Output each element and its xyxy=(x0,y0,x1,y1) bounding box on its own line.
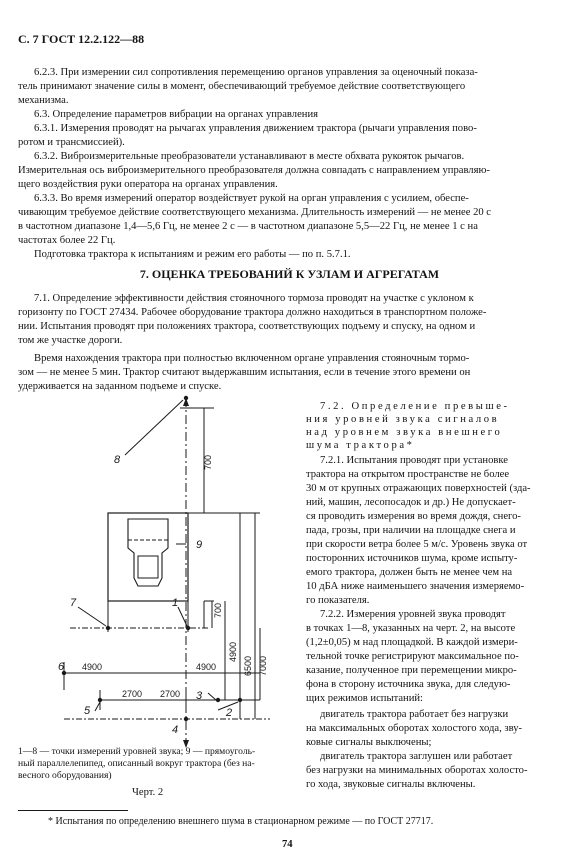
paragraph-7-2-2-line-2: в точках 1—8, указанных на черт. 2, на высоте xyxy=(306,623,516,634)
mode-1-line-1: двигатель трактора работает без нагрузки xyxy=(320,709,509,720)
paragraph-7-2-1-line-7: при скорости ветра более 5 м/с. Уровень звука от xyxy=(306,539,528,550)
footnote: * Испытания по определению внешнего шума в стационарном режиме — по ГОСТ 27717. xyxy=(48,816,434,827)
page-number: 74 xyxy=(282,839,293,850)
paragraph-7-2-1-line-9: емого трактора, должен быть не менее чем на xyxy=(306,567,513,578)
dim-700-side: 700 xyxy=(213,602,223,618)
point-8-marker xyxy=(184,396,188,400)
paragraph-7-2-1-line-2: трактора на открытом пространстве не более xyxy=(306,469,510,480)
paragraph-6-3-3-line-2: чивающим требуемое действие соответствующего механизма. Длительность измерений — не менее 20 с xyxy=(18,207,492,218)
dim-7000: 7000 xyxy=(258,655,268,676)
point-label-2: 2 xyxy=(226,707,233,719)
paragraph-7-2-1-line-4: ний, машин, лесопосадок и др.) Не допускает- xyxy=(306,497,516,508)
mode-1-line-2: на максимальных оборотах холостого хода, зву- xyxy=(306,723,523,734)
paragraph-7-2-2-line-6: фона в сторону источника звука, для следую- xyxy=(306,679,511,690)
paragraph-7-1b-line-1: Время нахождения трактора при полностью включенном органе управления стояночным тормо- xyxy=(34,353,470,364)
point-1-marker xyxy=(186,626,190,630)
paragraph-7-1b-line-3: удерживается на заданном подъеме и спуске. xyxy=(18,381,222,392)
point-7-marker xyxy=(106,626,110,630)
point-label-8: 8 xyxy=(114,454,121,466)
paragraph-6-3-2-line-3: щего воздействия руки оператора на органах управления. xyxy=(18,179,278,190)
paragraph-6-2-3-line-1: 6.2.3. При измерении сил сопротивления перемещению органов управления за оценочный показа- xyxy=(34,67,478,78)
point-5-marker xyxy=(98,698,102,702)
paragraph-6-2-3-line-3: механизма. xyxy=(18,95,69,106)
point-3-marker xyxy=(216,698,220,702)
dim-2700-left: 2700 xyxy=(122,689,143,699)
mode-2-line-3: го хода, звуковые сигналы включены. xyxy=(306,779,476,790)
figure-label: Черт. 2 xyxy=(132,787,164,798)
point-4-marker xyxy=(184,717,188,721)
point-label-6: 6 xyxy=(58,661,65,673)
paragraph-7-2-2-line-4: тельной точке регистрируют максимальное по- xyxy=(306,651,519,662)
dim-4900-left: 4900 xyxy=(82,662,103,672)
paragraph-6-3-2-line-1: 6.3.2. Виброизмерительные преобразователи устанавливают в месте обхвата рукояток рычагов. xyxy=(34,151,465,162)
paragraph-7-2-2-line-3: (1,2±0,05) м над площадкой. В каждой измери- xyxy=(306,637,518,648)
paragraph-7-1-line-4: том же участке дороги. xyxy=(18,335,123,346)
mode-1-line-3: ковые сигналы выключены; xyxy=(306,737,432,748)
paragraph-6-3-2-line-2: Измерительная ось виброизмерительного преобразователя должна совпадать с направлением управляю- xyxy=(18,165,490,176)
page-header: С. 7 ГОСТ 12.2.122—88 xyxy=(18,32,145,46)
paragraph-6-3-3-line-3: в частотном диапазоне 1,4—5,6 Гц, не менее 2 с — в частотном диапазоне 5,5—22 Гц, не менее 1 с на xyxy=(18,221,478,232)
figure-caption-line-1: 1—8 — точки измерений уровней звука; 9 — прямоуголь- xyxy=(18,746,256,757)
paragraph-7-2-1-line-11: го показателя. xyxy=(306,595,370,606)
parallelepiped xyxy=(108,513,188,601)
paragraph-7-2-2-line-7: щих режимов испытаний: xyxy=(306,693,423,704)
paragraph-7-2-2-line-1: 7.2.2. Измерения уровней звука проводят xyxy=(320,609,506,620)
paragraph-7-2-1-line-3: 30 м от крупных отражающих поверхностей (зда- xyxy=(306,483,531,494)
paragraph-6-3-1-line-1: 6.3.1. Измерения проводят на рычагах управления движением трактора (рычаги управления пово- xyxy=(34,123,477,134)
paragraph-7-1-line-2: горизонту по ГОСТ 27434. Рабочее оборудование трактора должно находиться в транспортном положе- xyxy=(18,307,487,318)
tractor-outline xyxy=(128,519,168,586)
section-7-heading: 7. ОЦЕНКА ТРЕБОВАНИЙ К УЗЛАМ И АГРЕГАТАМ xyxy=(139,267,440,281)
paragraph-7-2-1-line-10: 10 дБА ниже наименьшего значения измеряемо- xyxy=(306,581,525,592)
paragraph-7-1-line-3: нии. Испытания проводят при положениях трактора, соответствующих подъему и спуску, на одном и xyxy=(18,321,476,332)
paragraph-preparation: Подготовка трактора к испытаниям и режим его работы — по п. 5.7.1. xyxy=(34,249,351,260)
paragraph-7-2-line-3: над уровнем звука внешнего xyxy=(306,427,503,438)
paragraph-7-2-1-line-5: ся проводить измерения во время дождя, снего- xyxy=(306,511,521,522)
paragraph-7-1b-line-2: зом — не менее 5 мин. Трактор считают выдержавшим испытания, если в течение этого времени он xyxy=(18,367,471,378)
mode-2-line-2: без нагрузки на минимальных оборотах холосто- xyxy=(306,765,528,776)
figure-caption-line-3: весного оборудования) xyxy=(18,770,112,781)
figure-caption-line-2: ный параллелепипед, описанный вокруг трактора (без на- xyxy=(18,758,255,769)
dim-4900-vertical: 4900 xyxy=(228,641,238,662)
paragraph-6-3: 6.3. Определение параметров вибрации на органах управления xyxy=(34,109,318,120)
mode-2-line-1: двигатель трактора заглушен или работает xyxy=(320,751,513,762)
dim-2700-right: 2700 xyxy=(160,689,181,699)
dim-4900-right: 4900 xyxy=(196,662,217,672)
paragraph-7-2-line-2: ния уровней звука сигналов xyxy=(306,414,500,425)
paragraph-6-3-3-line-1: 6.3.3. Во время измерений оператор воздействует рукой на орган управления с усилием, обеспе- xyxy=(34,193,469,204)
dim-6500: 6500 xyxy=(243,655,253,676)
point-label-4: 4 xyxy=(172,724,179,736)
paragraph-6-3-3-line-4: частотах более 22 Гц. xyxy=(18,235,116,246)
point-label-5: 5 xyxy=(84,705,91,717)
paragraph-7-2-line-1: 7.2. Определение превыше- xyxy=(320,401,510,412)
paragraph-7-2-2-line-5: казание, полученное при перемещении микро- xyxy=(306,665,517,676)
paragraph-7-2-line-4: шума трактора* xyxy=(306,440,415,451)
footnote-rule xyxy=(18,810,128,811)
paragraph-7-2-1-line-6: пада, грозы, при наличии на площадке снега и xyxy=(306,525,516,536)
point-label-9: 9 xyxy=(196,539,203,551)
dim-700-top: 700 xyxy=(203,454,213,470)
paragraph-7-2-1-line-8: посторонних источников шума, кроме испыту- xyxy=(306,553,518,564)
point-label-3: 3 xyxy=(196,690,203,702)
point-2-marker xyxy=(238,698,242,702)
paragraph-7-1-line-1: 7.1. Определение эффективности действия стояночного тормоза проводят на участке с уклоном к xyxy=(34,293,474,304)
point-label-7: 7 xyxy=(70,597,77,609)
paragraph-7-2-1-line-1: 7.2.1. Испытания проводят при установке xyxy=(320,455,508,466)
point-label-1: 1 xyxy=(172,597,179,609)
paragraph-6-3-1-line-2: ротом и трансмиссией). xyxy=(18,137,125,148)
paragraph-6-2-3-line-2: тель принимают значение силы в момент, обеспечивающий требуемое действие соответствующего xyxy=(18,81,466,92)
